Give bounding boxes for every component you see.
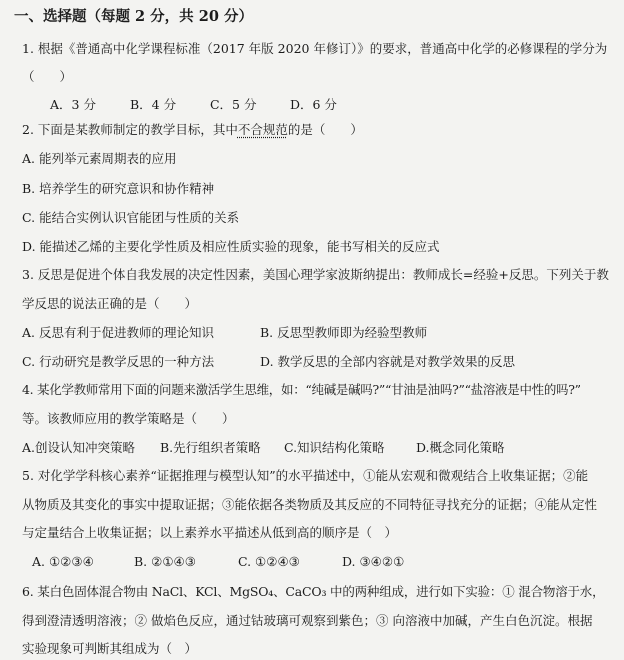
q1-option-a: A．3 分	[50, 97, 96, 112]
q4-stem-line1: 4. 某化学教师常用下面的问题来激活学生思维，如：“纯碱是碱吗?”“甘油是油吗?”“盐溶液是中性的吗?”	[22, 382, 581, 397]
q3-stem-line2: 学反思的说法正确的是（ ）	[22, 296, 198, 311]
q4-option-b: B.先行组织者策略	[159, 440, 261, 455]
q5-option-b: B. ②①④③	[133, 554, 196, 569]
q3-option-d: D. 教学反思的全部内容就是对教学效果的反思	[260, 354, 516, 369]
q5-option-a: A. ①②③④	[32, 554, 94, 569]
q4-option-a: A.创设认知冲突策略	[22, 440, 136, 455]
q4-option-c: C.知识结构化策略	[283, 440, 385, 455]
q3-option-c: C. 行动研究是教学反思的一种方法	[22, 354, 215, 369]
q6-stem-line1: 6. 某白色固体混合物由 NaCl、KCl、MgSO₄、CaCO₃ 中的两种组成，进行如下实验：① 混合物溶于水，	[22, 584, 605, 599]
q2-stem-post: 的是（ ）	[287, 122, 363, 137]
q1-options	[50, 97, 618, 113]
section-title: 一、选择题（每题 2 分，共 20 分）	[14, 8, 253, 25]
q5-stem-line2: 从物质及其变化的事实中提取证据；③能依据各类物质及其反应的不同特征寻找充分的证据；④能从定性	[22, 497, 598, 512]
q4-stem-line2: 等。该教师应用的教学策略是（ ）	[22, 411, 235, 426]
q5-stem-line3: 与定量结合上收集证据；以上素养水平描述从低到高的顺序是（ ）	[22, 525, 398, 540]
q2-stem-pre: 2. 下面是某教师制定的教学目标，其中	[22, 122, 238, 137]
q3-option-a: A. 反思有利于促进教师的理论知识	[22, 325, 214, 340]
q1-option-c: C．5 分	[209, 97, 257, 112]
q6-stem-line3: 实验现象可判断其组成为（ ）	[22, 641, 198, 656]
q2-option-b: B. 培养学生的研究意识和协作精神	[22, 181, 215, 196]
q1-stem-line2: （ ）	[22, 69, 73, 84]
q5-stem-line1: 5. 对化学学科核心素养“证据推理与模型认知”的水平描述中，①能从宏观和微观结合上收集证据；②能	[22, 468, 589, 483]
q4-options	[22, 440, 618, 456]
q1-option-d: D．6 分	[289, 97, 337, 112]
q2-option-a: A. 能列举元素周期表的应用	[22, 151, 177, 166]
q2-stem	[22, 122, 618, 138]
q5-options	[32, 554, 618, 570]
q5-option-d: D. ③④②①	[341, 554, 405, 569]
q3-option-row1	[22, 325, 618, 341]
q3-option-row2	[22, 354, 618, 370]
q4-option-d: D.概念同化策略	[415, 440, 505, 455]
q6-stem-line2: 得到澄清透明溶液；② 做焰色反应，通过钴玻璃可观察到紫色；③ 向溶液中加碱，产生白色沉淀。根据	[22, 613, 593, 628]
q2-stem-emphasis: 不合规范	[237, 122, 288, 137]
q1-option-b: B．4 分	[129, 97, 177, 112]
q2-option-c: C. 能结合实例认识官能团与性质的关系	[22, 210, 240, 225]
q5-option-c: C. ①②④③	[237, 554, 300, 569]
q3-option-b: B. 反思型教师即为经验型教师	[260, 325, 428, 340]
q3-stem-line1: 3. 反思是促进个体自我发展的决定性因素，美国心理学家波斯纳提出：教师成长=经验+反思。下列关于教	[22, 267, 609, 282]
q2-option-d: D. 能描述乙烯的主要化学性质及相应性质实验的现象，能书写相关的反应式	[22, 239, 440, 254]
q1-stem-line1: 1. 根据《普通高中化学课程标准（2017 年版 2020 年修订）》的要求，普通高中化学的必修课程的学分为	[22, 41, 608, 56]
